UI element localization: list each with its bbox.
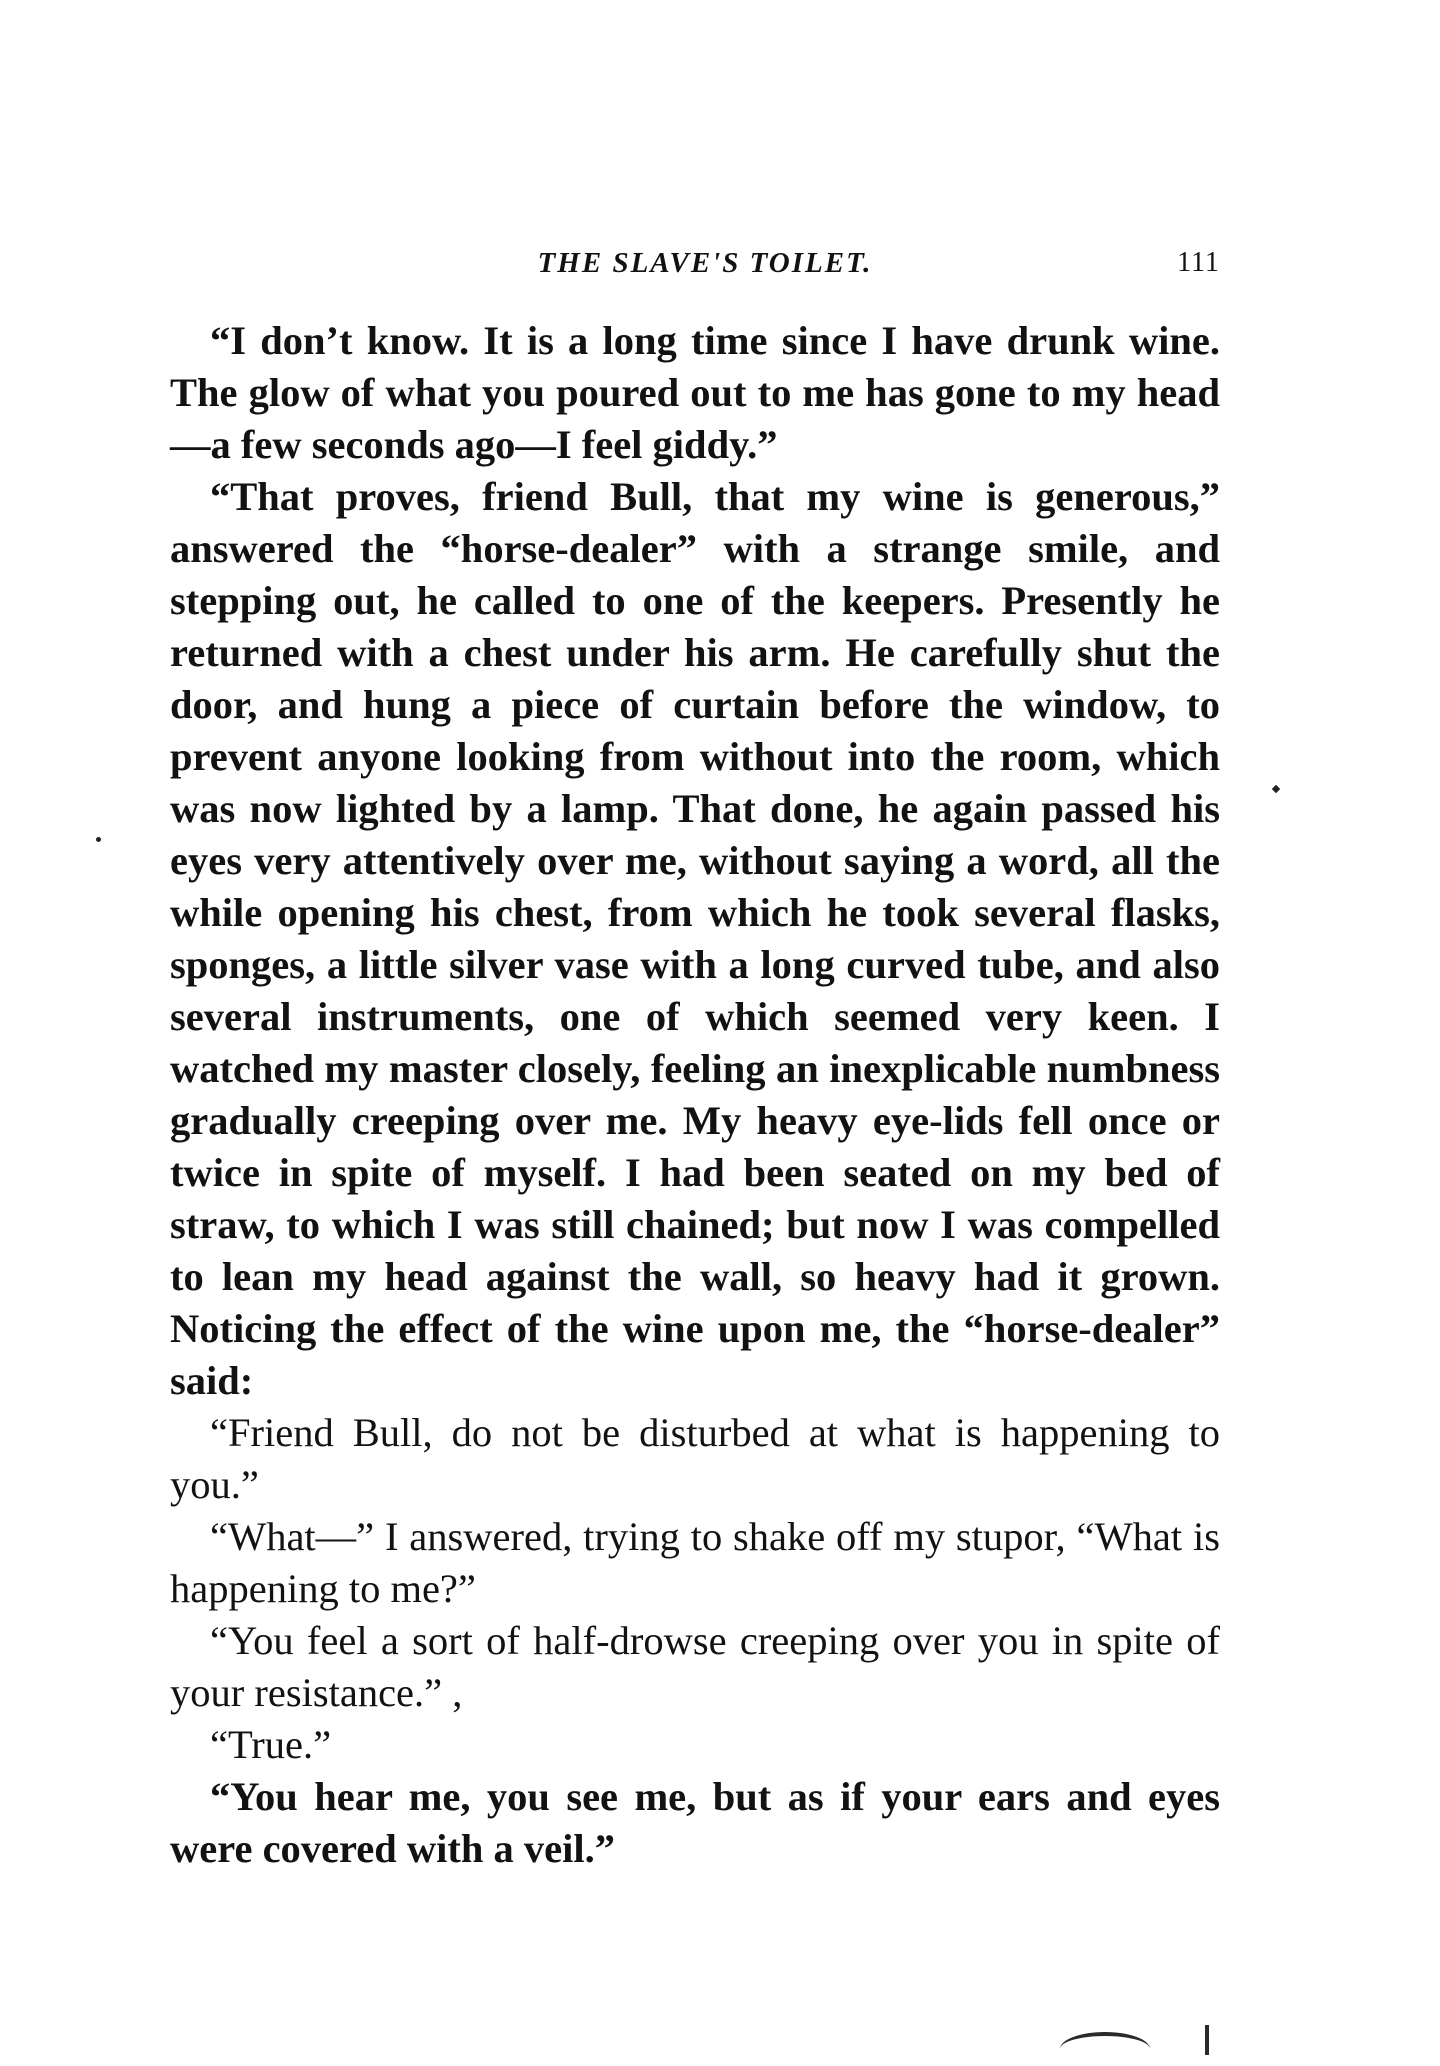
running-title: THE SLAVE'S TOILET.	[537, 247, 873, 279]
margin-speck	[96, 837, 101, 842]
paragraph: “True.”	[210, 1722, 332, 1767]
paragraph: “What—” I answered, trying to shake off my stupor, “What is happening to me?”	[170, 1514, 1220, 1611]
running-head	[170, 247, 1220, 287]
margin-speck	[1272, 785, 1280, 793]
paragraph: “You hear me, you see me, but as if your ears and eyes were covered with a veil.”	[170, 1774, 1220, 1871]
paragraph: “That proves, friend Bull, that my wine is generous,” answered the “horse-dealer” with a strange smile, and stepping out, he called to one of the keepers. Presently he returned with a chest under his arm. He carefully shut the door, and hung a piece of curtain before the window, to prevent anyone looking from without into the room, which was now lighted by a lamp. That done, he again passed his eyes very attentively over me, without saying a word, all the while opening his chest, from which he took several flasks, sponges, a little silver vase with a long curved tube, and also several instruments, one of which seemed very keen. I watched my master closely, feeling an inexplicable numbness gradually creeping over me. My heavy eye-lids fell once or twice in spite of myself. I had been seated on my bed of straw, to which I was still chained; but now I was compelled to lean my head against the wall, so heavy had it grown. Noticing the effect of the wine upon me, the “horse-dealer” said:	[170, 474, 1220, 1403]
catchword-fragment	[1205, 2025, 1209, 2055]
body-text	[170, 315, 1220, 1875]
page-number: 111	[1177, 247, 1220, 278]
paragraph: “I don’t know. It is a long time since I have drunk wine. The glow of what you poured out to me has gone to my head—a few seconds ago—I feel giddy.”	[170, 318, 1220, 467]
paragraph: “Friend Bull, do not be disturbed at what is happening to you.”	[170, 1410, 1220, 1507]
paragraph: “You feel a sort of half-drowse creeping over you in spite of your resistance.” ,	[170, 1618, 1220, 1715]
catchword-fragment	[1060, 2032, 1150, 2066]
